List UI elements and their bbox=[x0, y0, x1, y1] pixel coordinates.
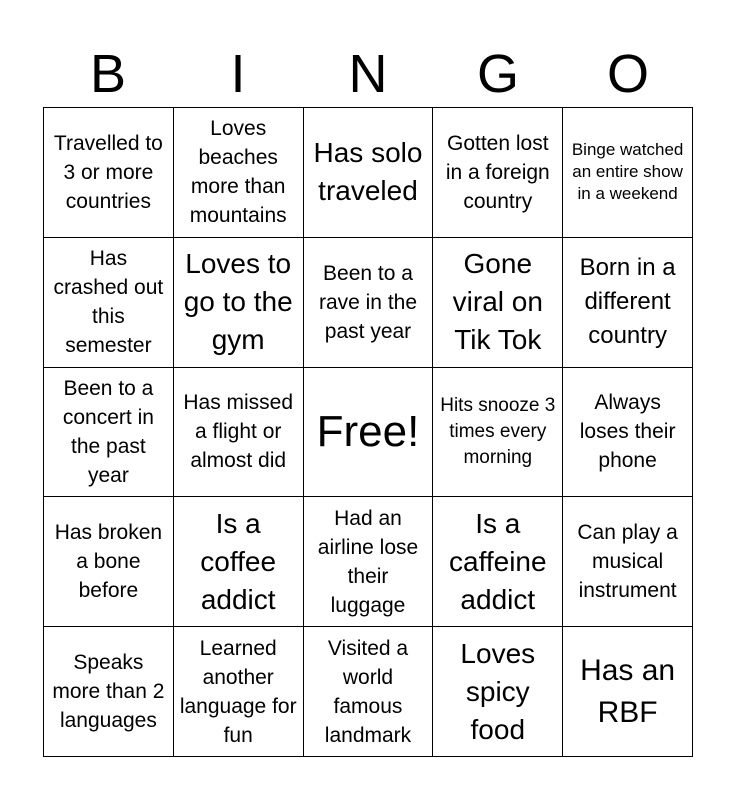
header-letter-g: G bbox=[476, 44, 519, 104]
cell-text: Visited a world famous landmark bbox=[324, 636, 412, 747]
cell-text: Can play a musical instrument bbox=[577, 521, 678, 603]
bingo-cell-r2-c1[interactable] bbox=[44, 238, 174, 368]
header-letter-n: N bbox=[348, 44, 388, 104]
cell-text: Learned another language for fun bbox=[179, 636, 297, 747]
bingo-cell-r2-c2[interactable] bbox=[174, 238, 304, 368]
bingo-cell-r2-c5[interactable] bbox=[563, 238, 693, 368]
bingo-cell-r1-c3[interactable] bbox=[304, 108, 434, 238]
cell-text: Gone viral on Tik Tok bbox=[452, 248, 543, 356]
header-letter-o: O bbox=[606, 44, 649, 104]
bingo-cell-r3-c5[interactable] bbox=[563, 368, 693, 498]
cell-text: Is a caffeine addict bbox=[449, 507, 547, 615]
bingo-cell-r5-c5[interactable] bbox=[563, 627, 693, 757]
cell-text: Has an RBF bbox=[580, 653, 676, 729]
bingo-cell-r4-c3[interactable] bbox=[304, 497, 434, 627]
cell-text: Travelled to 3 or more countries bbox=[53, 131, 163, 213]
bingo-cell-r4-c2[interactable] bbox=[174, 497, 304, 627]
cell-text: Is a coffee addict bbox=[200, 507, 277, 615]
bingo-cell-r3-c1[interactable] bbox=[44, 368, 174, 498]
bingo-cell-r4-c4[interactable] bbox=[433, 497, 563, 627]
header-letter-i: I bbox=[230, 44, 246, 104]
cell-text: Loves to go to the gym bbox=[183, 248, 293, 356]
bingo-cell-r5-c1[interactable] bbox=[44, 627, 174, 757]
cell-text: Had an airline lose their luggage bbox=[317, 506, 419, 617]
bingo-cell-r5-c3[interactable] bbox=[304, 627, 434, 757]
cell-text: Free! bbox=[316, 406, 420, 456]
bingo-cell-r3-c2[interactable] bbox=[174, 368, 304, 498]
bingo-cell-r3-c4[interactable] bbox=[433, 368, 563, 498]
bingo-board bbox=[43, 107, 693, 757]
cell-text: Loves spicy food bbox=[460, 637, 536, 745]
cell-text: Been to a concert in the past year bbox=[62, 376, 154, 487]
cell-text: Has missed a flight or almost did bbox=[183, 391, 294, 473]
bingo-header bbox=[43, 40, 693, 108]
cell-text: Always loses their phone bbox=[579, 391, 676, 473]
cell-text: Born in a different country bbox=[579, 254, 676, 350]
cell-text: Has broken a bone before bbox=[54, 521, 163, 603]
bingo-cell-r2-c3[interactable] bbox=[304, 238, 434, 368]
bingo-cell-r5-c4[interactable] bbox=[433, 627, 563, 757]
bingo-cell-r1-c4[interactable] bbox=[433, 108, 563, 238]
bingo-cell-r2-c4[interactable] bbox=[433, 238, 563, 368]
bingo-cell-r1-c2[interactable] bbox=[174, 108, 304, 238]
bingo-cell-free[interactable] bbox=[304, 368, 434, 498]
cell-text: Has solo traveled bbox=[313, 137, 423, 207]
bingo-cell-r5-c2[interactable] bbox=[174, 627, 304, 757]
bingo-cell-r4-c5[interactable] bbox=[563, 497, 693, 627]
cell-text: Binge watched an entire show in a weekend bbox=[571, 140, 684, 204]
bingo-cell-r1-c1[interactable] bbox=[44, 108, 174, 238]
cell-text: Speaks more than 2 languages bbox=[52, 651, 165, 733]
cell-text: Loves beaches more than mountains bbox=[189, 117, 287, 228]
bingo-cell-r4-c1[interactable] bbox=[44, 497, 174, 627]
header-letter-b: B bbox=[89, 44, 127, 104]
cell-text: Been to a rave in the past year bbox=[318, 261, 418, 343]
bingo-cell-r1-c5[interactable] bbox=[563, 108, 693, 238]
cell-text: Gotten lost in a foreign country bbox=[445, 131, 550, 213]
cell-text: Hits snooze 3 times every morning bbox=[440, 394, 556, 468]
cell-text: Has crashed out this semester bbox=[53, 247, 164, 358]
